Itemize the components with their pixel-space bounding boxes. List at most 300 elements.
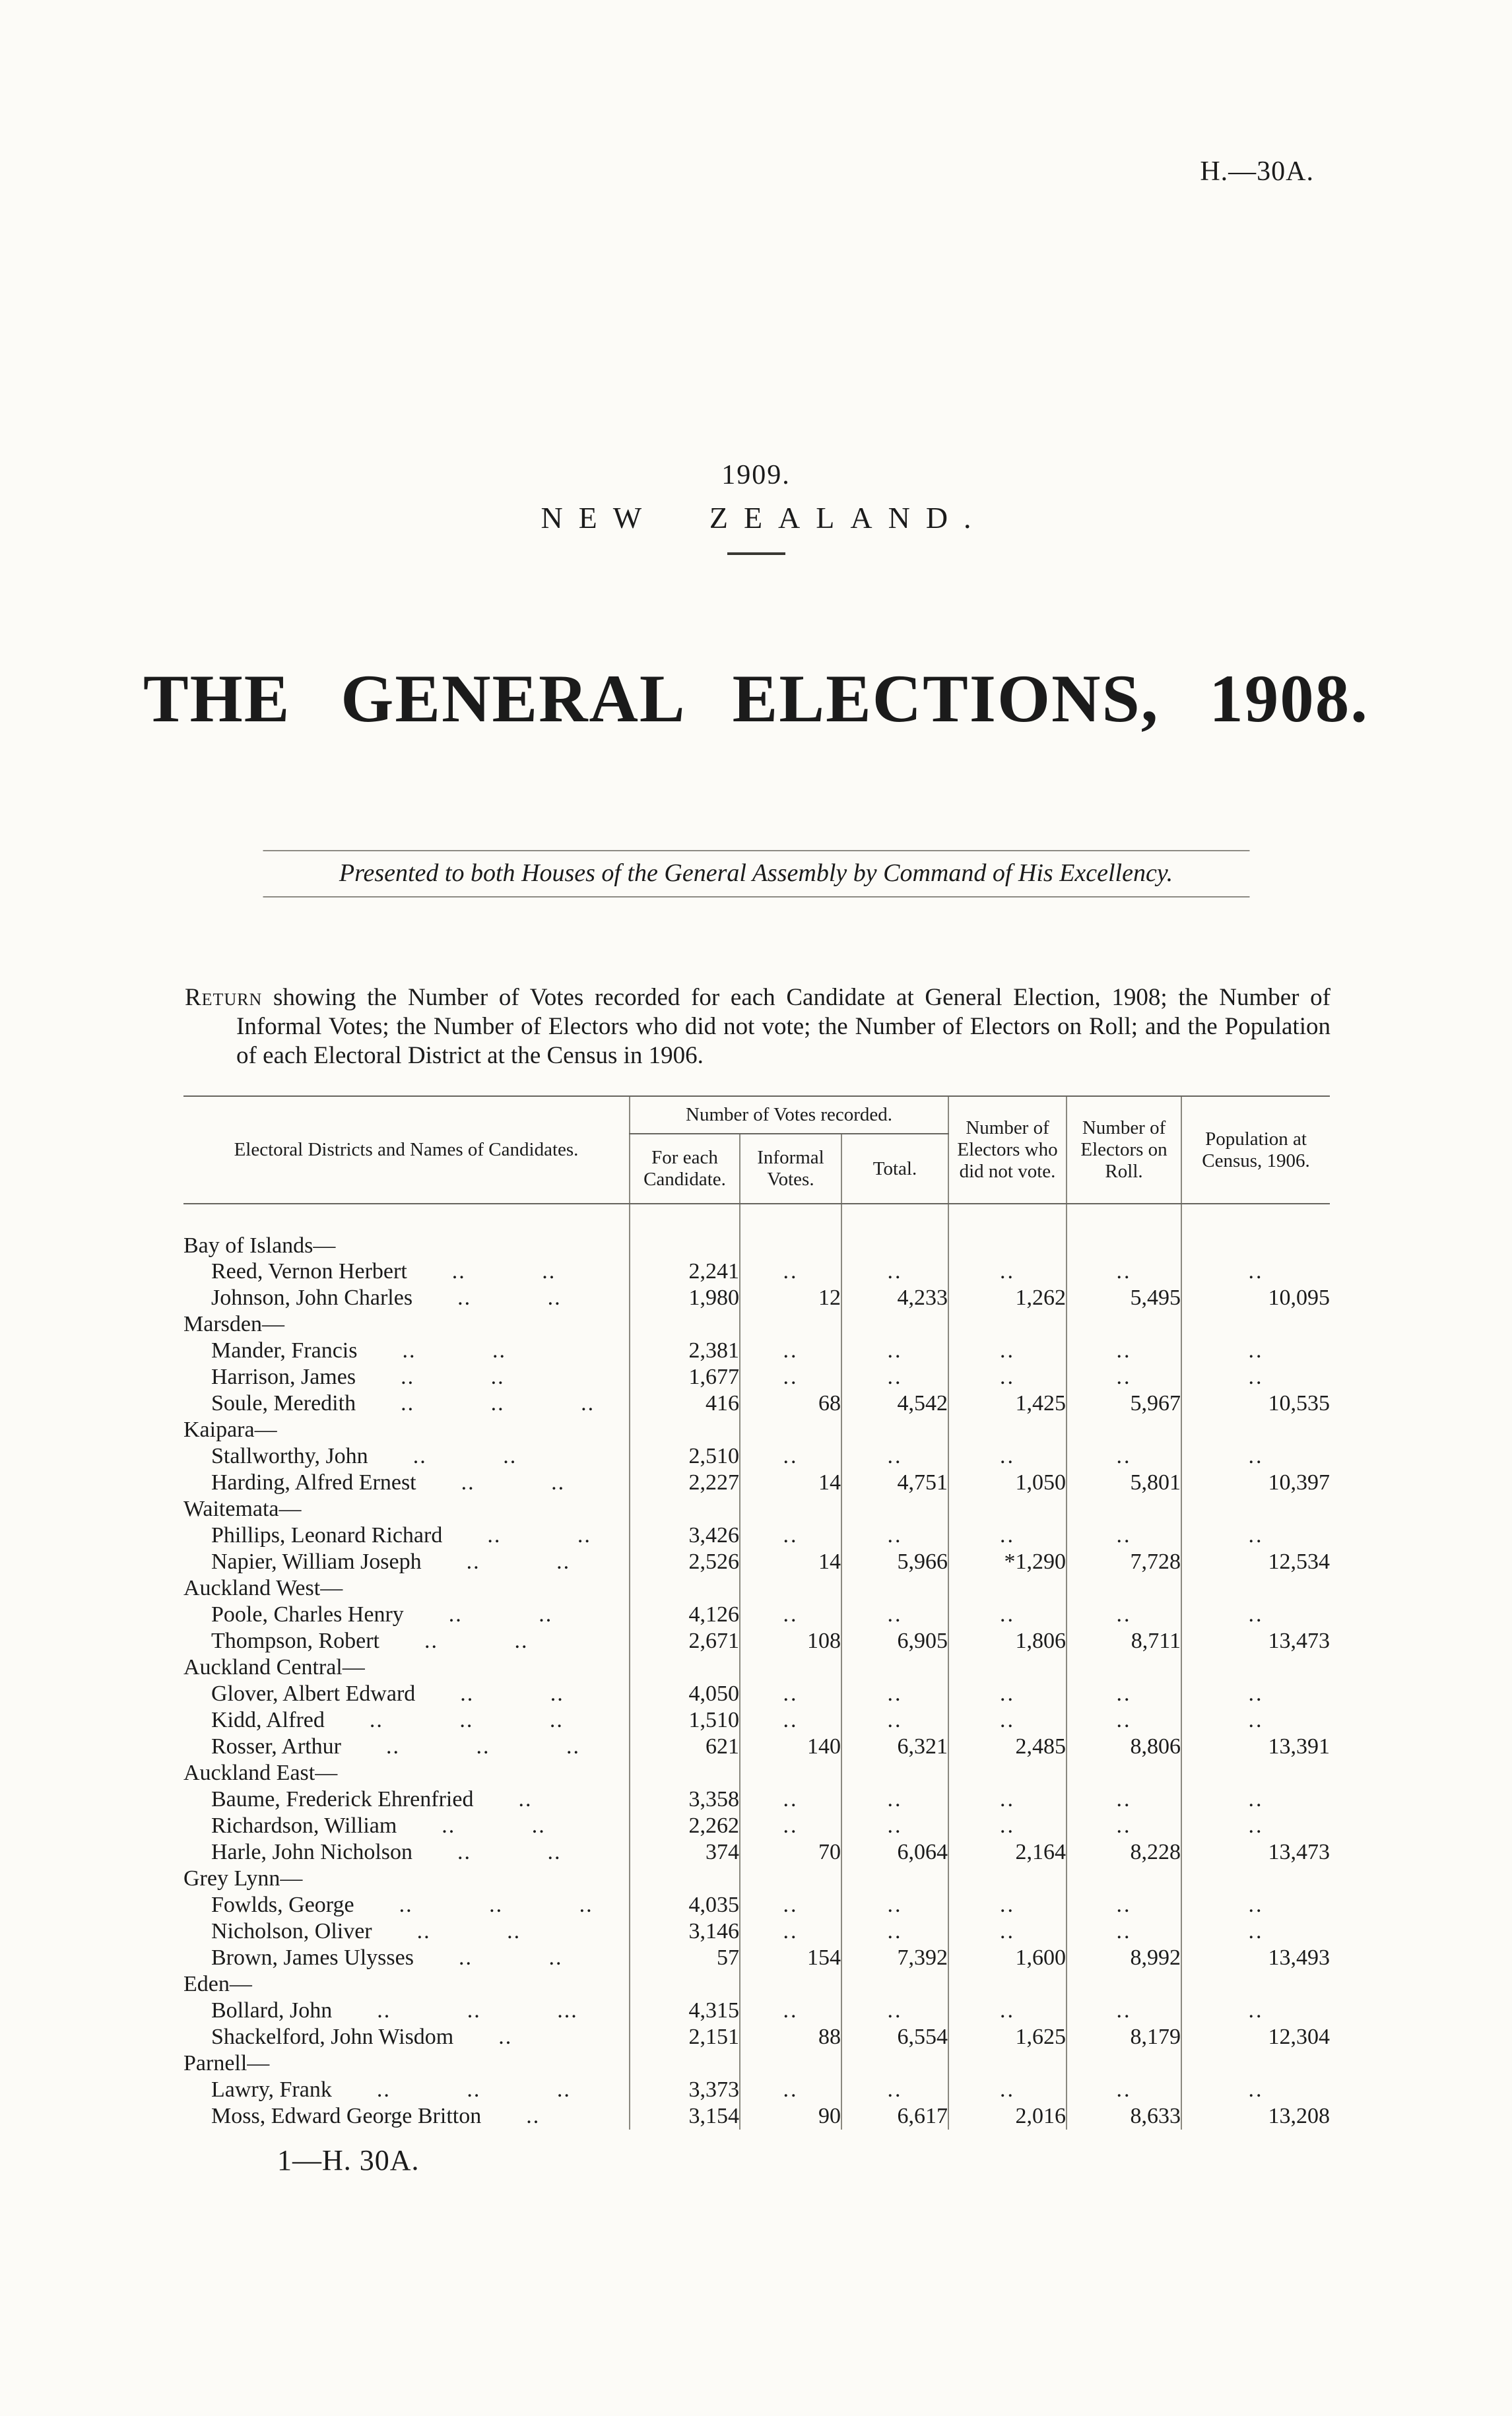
row-value: 4,315 [630, 1998, 740, 2024]
row-name-cell [183, 1813, 630, 1839]
row-value: 68 [740, 1390, 841, 1417]
row-value: 13,208 [1181, 2103, 1330, 2130]
row-value: 88 [740, 2024, 841, 2050]
row-value: 8,992 [1067, 1945, 1181, 1971]
row-value: .. [1181, 1786, 1330, 1813]
row-value [841, 1311, 948, 1338]
row-value: .. [1181, 1364, 1330, 1390]
row-value [740, 1760, 841, 1786]
row-value: 13,391 [1181, 1734, 1330, 1760]
row-value: .. [740, 1786, 841, 1813]
row-value [1067, 2050, 1181, 2077]
row-value: .. [841, 1258, 948, 1285]
row-value: 10,535 [1181, 1390, 1330, 1417]
row-value: .. [1067, 1258, 1181, 1285]
presented-line: Presented to both Houses of the General Assembly by Command of His Excellency. [263, 850, 1249, 898]
table-row [183, 1892, 1330, 1918]
row-value: .. [948, 1443, 1067, 1470]
row-value: .. [740, 1892, 841, 1918]
year-line: 1909. [721, 460, 791, 490]
row-value [1181, 1496, 1330, 1522]
row-dots: .. .. [448, 1602, 553, 1627]
header-votes-recorded-group: Number of Votes recorded. [630, 1097, 948, 1134]
row-value [1181, 1311, 1330, 1338]
row-value: .. [948, 2077, 1067, 2103]
table-row [183, 1258, 1330, 1285]
row-value: .. [1067, 1998, 1181, 2024]
row-name-cell [183, 1707, 630, 1734]
row-value [1067, 1204, 1181, 1258]
row-name-cell [183, 1470, 630, 1496]
row-value [1067, 1496, 1181, 1522]
row-value: .. [841, 1918, 948, 1945]
row-value: .. [1067, 1786, 1181, 1813]
row-name-cell [183, 1760, 630, 1786]
row-name: Stallworthy, John [211, 1444, 368, 1468]
row-name: Phillips, Leonard Richard [211, 1523, 443, 1548]
row-name: Shackelford, John Wisdom [211, 2025, 454, 2049]
row-value [1181, 1654, 1330, 1681]
row-value [1067, 1575, 1181, 1602]
row-value: 90 [740, 2103, 841, 2130]
row-name: Kidd, Alfred [211, 1708, 325, 1732]
row-value [1067, 1971, 1181, 1998]
row-value: .. [1181, 1707, 1330, 1734]
row-value: .. [1067, 1522, 1181, 1549]
row-value [1067, 1866, 1181, 1892]
table-row [183, 1364, 1330, 1390]
table-row [183, 1549, 1330, 1575]
page-title: THE GENERAL ELECTIONS, 1908. [143, 661, 1369, 736]
table-row [183, 1734, 1330, 1760]
row-value [948, 1760, 1067, 1786]
row-value [948, 2050, 1067, 2077]
row-name-cell [183, 1204, 630, 1258]
row-value: 12 [740, 1285, 841, 1311]
row-name-cell [183, 1390, 630, 1417]
row-name-cell [183, 1654, 630, 1681]
row-value [1181, 1971, 1330, 1998]
row-value: .. [948, 1707, 1067, 1734]
row-value: 3,426 [630, 1522, 740, 1549]
row-value: .. [1067, 2077, 1181, 2103]
row-name-cell [183, 1522, 630, 1549]
row-value: 5,966 [841, 1549, 948, 1575]
row-value [740, 2050, 841, 2077]
row-value: 2,164 [948, 1839, 1067, 1866]
row-value [841, 2050, 948, 2077]
table-row [183, 1338, 1330, 1364]
row-value: .. [948, 1258, 1067, 1285]
header-districts-candidates: Electoral Districts and Names of Candidates. [183, 1097, 630, 1204]
row-value: .. [948, 1813, 1067, 1839]
row-dots: .. .. .. [385, 1734, 580, 1759]
row-name: Waitemata— [183, 1497, 302, 1521]
row-name-cell [183, 1338, 630, 1364]
table-row [183, 1285, 1330, 1311]
row-name: Poole, Charles Henry [211, 1602, 404, 1627]
table-row [183, 1998, 1330, 2024]
row-name: Soule, Meredith [211, 1391, 356, 1416]
row-value [948, 1417, 1067, 1443]
row-value: .. [948, 1998, 1067, 2024]
row-value: .. [1181, 1813, 1330, 1839]
table-row [183, 1681, 1330, 1707]
row-value [1181, 1866, 1330, 1892]
table-row [183, 1496, 1330, 1522]
row-value: 1,625 [948, 2024, 1067, 2050]
row-value [740, 1311, 841, 1338]
row-name: Napier, William Joseph [211, 1550, 422, 1574]
row-value: 621 [630, 1734, 740, 1760]
row-value: .. [1067, 1338, 1181, 1364]
row-value: 6,617 [841, 2103, 948, 2130]
row-value: 5,495 [1067, 1285, 1181, 1311]
row-dots: .. .. [461, 1470, 566, 1495]
row-name-cell [183, 1998, 630, 2024]
row-dots: .. .. .. [376, 2077, 571, 2102]
row-value: 6,064 [841, 1839, 948, 1866]
row-name: Grey Lynn— [183, 1866, 303, 1891]
table-row [183, 1918, 1330, 1945]
header-population-census: Population at Census, 1906. [1181, 1097, 1330, 1204]
row-name-cell [183, 2050, 630, 2077]
row-value: .. [740, 1338, 841, 1364]
table-row [183, 1866, 1330, 1892]
table-row [183, 1945, 1330, 1971]
row-value [630, 1971, 740, 1998]
row-value: 6,554 [841, 2024, 948, 2050]
row-dots: .. .. [460, 1681, 564, 1706]
row-name-cell [183, 1417, 630, 1443]
row-value [1181, 2050, 1330, 2077]
row-value: 6,321 [841, 1734, 948, 1760]
row-value [740, 1204, 841, 1258]
row-value [740, 1654, 841, 1681]
row-value [948, 1496, 1067, 1522]
table-row [183, 1628, 1330, 1654]
row-value: 2,510 [630, 1443, 740, 1470]
row-name-cell [183, 1496, 630, 1522]
row-value [1067, 1417, 1181, 1443]
row-dots: .. .. [451, 1259, 556, 1284]
row-value: 4,751 [841, 1470, 948, 1496]
row-value: 57 [630, 1945, 740, 1971]
row-value: 1,425 [948, 1390, 1067, 1417]
row-name: Brown, James Ulysses [211, 1945, 414, 1970]
table-row [183, 1813, 1330, 1839]
row-name-cell [183, 1258, 630, 1285]
row-value: .. [1181, 1602, 1330, 1628]
row-value [1181, 1204, 1330, 1258]
row-value [948, 1866, 1067, 1892]
row-value: 8,179 [1067, 2024, 1181, 2050]
row-value: 2,671 [630, 1628, 740, 1654]
row-value: .. [1181, 1892, 1330, 1918]
row-value: .. [1067, 1681, 1181, 1707]
row-dots: .. .. [442, 1813, 546, 1838]
row-value [841, 1971, 948, 1998]
row-dots: .. .. [487, 1523, 591, 1548]
row-value: .. [740, 1602, 841, 1628]
row-name: Auckland Central— [183, 1655, 365, 1680]
row-name: Nicholson, Oliver [211, 1919, 372, 1943]
table-row [183, 2024, 1330, 2050]
row-value: 10,095 [1181, 1285, 1330, 1311]
row-value: .. [841, 1813, 948, 1839]
row-value: 8,711 [1067, 1628, 1181, 1654]
row-name-cell [183, 2024, 630, 2050]
row-value: .. [740, 1522, 841, 1549]
row-dots: .. [498, 2025, 513, 2049]
table-row [183, 1654, 1330, 1681]
row-value: .. [1181, 1258, 1330, 1285]
row-value: 1,510 [630, 1707, 740, 1734]
row-dots: .. .. .. [399, 1893, 593, 1917]
header-total: Total. [841, 1134, 948, 1204]
row-name-cell [183, 1839, 630, 1866]
row-value: .. [1067, 1602, 1181, 1628]
row-value: 10,397 [1181, 1470, 1330, 1496]
row-name: Auckland East— [183, 1761, 338, 1785]
row-dots: .. .. [401, 1365, 505, 1389]
row-value: .. [1067, 1892, 1181, 1918]
row-name: Thompson, Robert [211, 1629, 379, 1653]
row-dots: .. .. [457, 1286, 562, 1310]
row-value: 8,633 [1067, 2103, 1181, 2130]
row-value [1067, 1311, 1181, 1338]
row-dots: .. .. [424, 1629, 529, 1653]
row-value: .. [948, 1892, 1067, 1918]
row-dots: .. .. .. [369, 1708, 564, 1732]
row-value: 70 [740, 1839, 841, 1866]
row-value [841, 1204, 948, 1258]
masthead-rule [727, 552, 785, 555]
country-line: NEW ZEALAND. [541, 501, 987, 535]
row-value [948, 1311, 1067, 1338]
row-value: .. [740, 1707, 841, 1734]
row-value: 416 [630, 1390, 740, 1417]
row-name: Glover, Albert Edward [211, 1681, 416, 1706]
row-value: 140 [740, 1734, 841, 1760]
row-value: 2,381 [630, 1338, 740, 1364]
row-value: .. [841, 1364, 948, 1390]
row-value [1181, 1575, 1330, 1602]
table-row [183, 1417, 1330, 1443]
row-name: Bollard, John [211, 1998, 333, 2023]
row-value: .. [1181, 2077, 1330, 2103]
row-value [630, 1654, 740, 1681]
row-name-cell [183, 1971, 630, 1998]
row-value: 14 [740, 1549, 841, 1575]
table-row [183, 2103, 1330, 2130]
row-name-cell [183, 1285, 630, 1311]
row-value: 7,728 [1067, 1549, 1181, 1575]
row-name-cell [183, 1734, 630, 1760]
results-table-body [183, 1204, 1330, 2130]
row-dots: .. [526, 2104, 541, 2128]
row-value: .. [740, 2077, 841, 2103]
row-value: .. [948, 1338, 1067, 1364]
row-name: Mander, Francis [211, 1338, 358, 1363]
table-row [183, 1971, 1330, 1998]
row-name-cell [183, 2077, 630, 2103]
row-value: 13,473 [1181, 1839, 1330, 1866]
row-value: .. [740, 1813, 841, 1839]
row-value: 154 [740, 1945, 841, 1971]
row-value: 1,980 [630, 1285, 740, 1311]
row-value: 12,534 [1181, 1549, 1330, 1575]
row-value: 2,526 [630, 1549, 740, 1575]
row-value: 4,035 [630, 1892, 740, 1918]
row-value: 4,126 [630, 1602, 740, 1628]
row-name-cell [183, 1311, 630, 1338]
row-value: 3,358 [630, 1786, 740, 1813]
row-value [1067, 1760, 1181, 1786]
row-name: Marsden— [183, 1312, 284, 1336]
row-value [630, 1417, 740, 1443]
table-row [183, 2050, 1330, 2077]
row-value: .. [740, 1681, 841, 1707]
row-dots: .. .. [466, 1550, 571, 1574]
table-row [183, 1786, 1330, 1813]
results-table-wrap [183, 1095, 1330, 2130]
header-informal-votes: Informal Votes. [740, 1134, 841, 1204]
row-value [841, 1866, 948, 1892]
row-value: 1,262 [948, 1285, 1067, 1311]
row-name: Harle, John Nicholson [211, 1840, 413, 1864]
row-dots: .. .. ... [377, 1998, 578, 2023]
row-name-cell [183, 1575, 630, 1602]
row-name: Fowlds, George [211, 1893, 354, 1917]
table-row [183, 1311, 1330, 1338]
row-value [740, 1866, 841, 1892]
row-value [630, 1496, 740, 1522]
row-value [740, 1496, 841, 1522]
row-value: 3,154 [630, 2103, 740, 2130]
row-name-cell [183, 1918, 630, 1945]
row-name: Reed, Vernon Herbert [211, 1259, 407, 1284]
row-value [630, 1204, 740, 1258]
row-value: 4,542 [841, 1390, 948, 1417]
row-value [630, 1575, 740, 1602]
row-name-cell [183, 1549, 630, 1575]
row-name: Richardson, William [211, 1813, 397, 1838]
table-row [183, 2077, 1330, 2103]
row-value: .. [841, 1998, 948, 2024]
row-name: Lawry, Frank [211, 2077, 332, 2102]
row-value: .. [740, 1258, 841, 1285]
row-value: 8,806 [1067, 1734, 1181, 1760]
row-name: Parnell— [183, 2051, 270, 2075]
row-name-cell [183, 1681, 630, 1707]
row-value: 2,262 [630, 1813, 740, 1839]
table-row [183, 1522, 1330, 1549]
row-name-cell [183, 1602, 630, 1628]
return-paragraph [185, 983, 1331, 1070]
row-value [841, 1417, 948, 1443]
return-paragraph-text: showing the Number of Votes recorded for each Candidate at General Election, 1908; the Number of Informal Votes; the Number of Electors who did not vote; the Number of Electors on Roll; and the Population of each Electoral District at the Census in 1906. [236, 984, 1331, 1069]
row-value: 108 [740, 1628, 841, 1654]
row-value: 2,241 [630, 1258, 740, 1285]
row-value: .. [740, 1364, 841, 1390]
row-dots: .. .. [416, 1919, 521, 1943]
results-table [183, 1097, 1330, 2130]
row-name-cell [183, 2103, 630, 2130]
row-value [740, 1971, 841, 1998]
row-value [1067, 1654, 1181, 1681]
row-value [948, 1575, 1067, 1602]
row-name-cell [183, 1892, 630, 1918]
row-name: Harrison, James [211, 1365, 356, 1389]
row-value: .. [948, 1918, 1067, 1945]
row-dots: .. .. [457, 1840, 562, 1864]
row-value: .. [1181, 1443, 1330, 1470]
row-dots: .. .. .. [401, 1391, 595, 1416]
row-value [630, 1866, 740, 1892]
row-value: .. [841, 1707, 948, 1734]
row-value: .. [740, 1443, 841, 1470]
row-value: .. [1181, 1338, 1330, 1364]
header-electors-on-roll: Number of Electors on Roll. [1067, 1097, 1181, 1204]
row-value [841, 1575, 948, 1602]
row-name-cell [183, 1443, 630, 1470]
row-name-cell [183, 1945, 630, 1971]
row-value: 7,392 [841, 1945, 948, 1971]
table-row [183, 1470, 1330, 1496]
row-value [630, 1311, 740, 1338]
row-value: 374 [630, 1839, 740, 1866]
row-value: .. [841, 1786, 948, 1813]
row-value: .. [841, 1602, 948, 1628]
row-value: 6,905 [841, 1628, 948, 1654]
row-value: 2,151 [630, 2024, 740, 2050]
table-row [183, 1443, 1330, 1470]
row-value: 5,967 [1067, 1390, 1181, 1417]
row-value: 1,600 [948, 1945, 1067, 1971]
row-name: Kaipara— [183, 1418, 277, 1442]
row-value: .. [841, 1522, 948, 1549]
row-value: .. [948, 1522, 1067, 1549]
row-value [841, 1760, 948, 1786]
row-name-cell [183, 1786, 630, 1813]
table-row [183, 1839, 1330, 1866]
row-dots: .. .. [402, 1338, 506, 1363]
row-value: .. [841, 2077, 948, 2103]
table-row [183, 1575, 1330, 1602]
row-value [841, 1496, 948, 1522]
row-value [740, 1575, 841, 1602]
row-dots: .. .. [458, 1945, 563, 1970]
row-value: .. [841, 1892, 948, 1918]
row-dots: .. .. [412, 1444, 517, 1468]
row-value: 1,677 [630, 1364, 740, 1390]
row-value: .. [948, 1681, 1067, 1707]
row-value: .. [1181, 1998, 1330, 2024]
row-name-cell [183, 1628, 630, 1654]
table-row [183, 1602, 1330, 1628]
row-value: 2,485 [948, 1734, 1067, 1760]
row-value: 1,806 [948, 1628, 1067, 1654]
row-value: 2,016 [948, 2103, 1067, 2130]
row-name: Rosser, Arthur [211, 1734, 341, 1759]
return-lead-word: Return [185, 984, 263, 1011]
row-name: Auckland West— [183, 1576, 343, 1600]
row-value: 13,473 [1181, 1628, 1330, 1654]
row-value: .. [740, 1918, 841, 1945]
row-value: .. [1181, 1681, 1330, 1707]
row-value: 2,227 [630, 1470, 740, 1496]
